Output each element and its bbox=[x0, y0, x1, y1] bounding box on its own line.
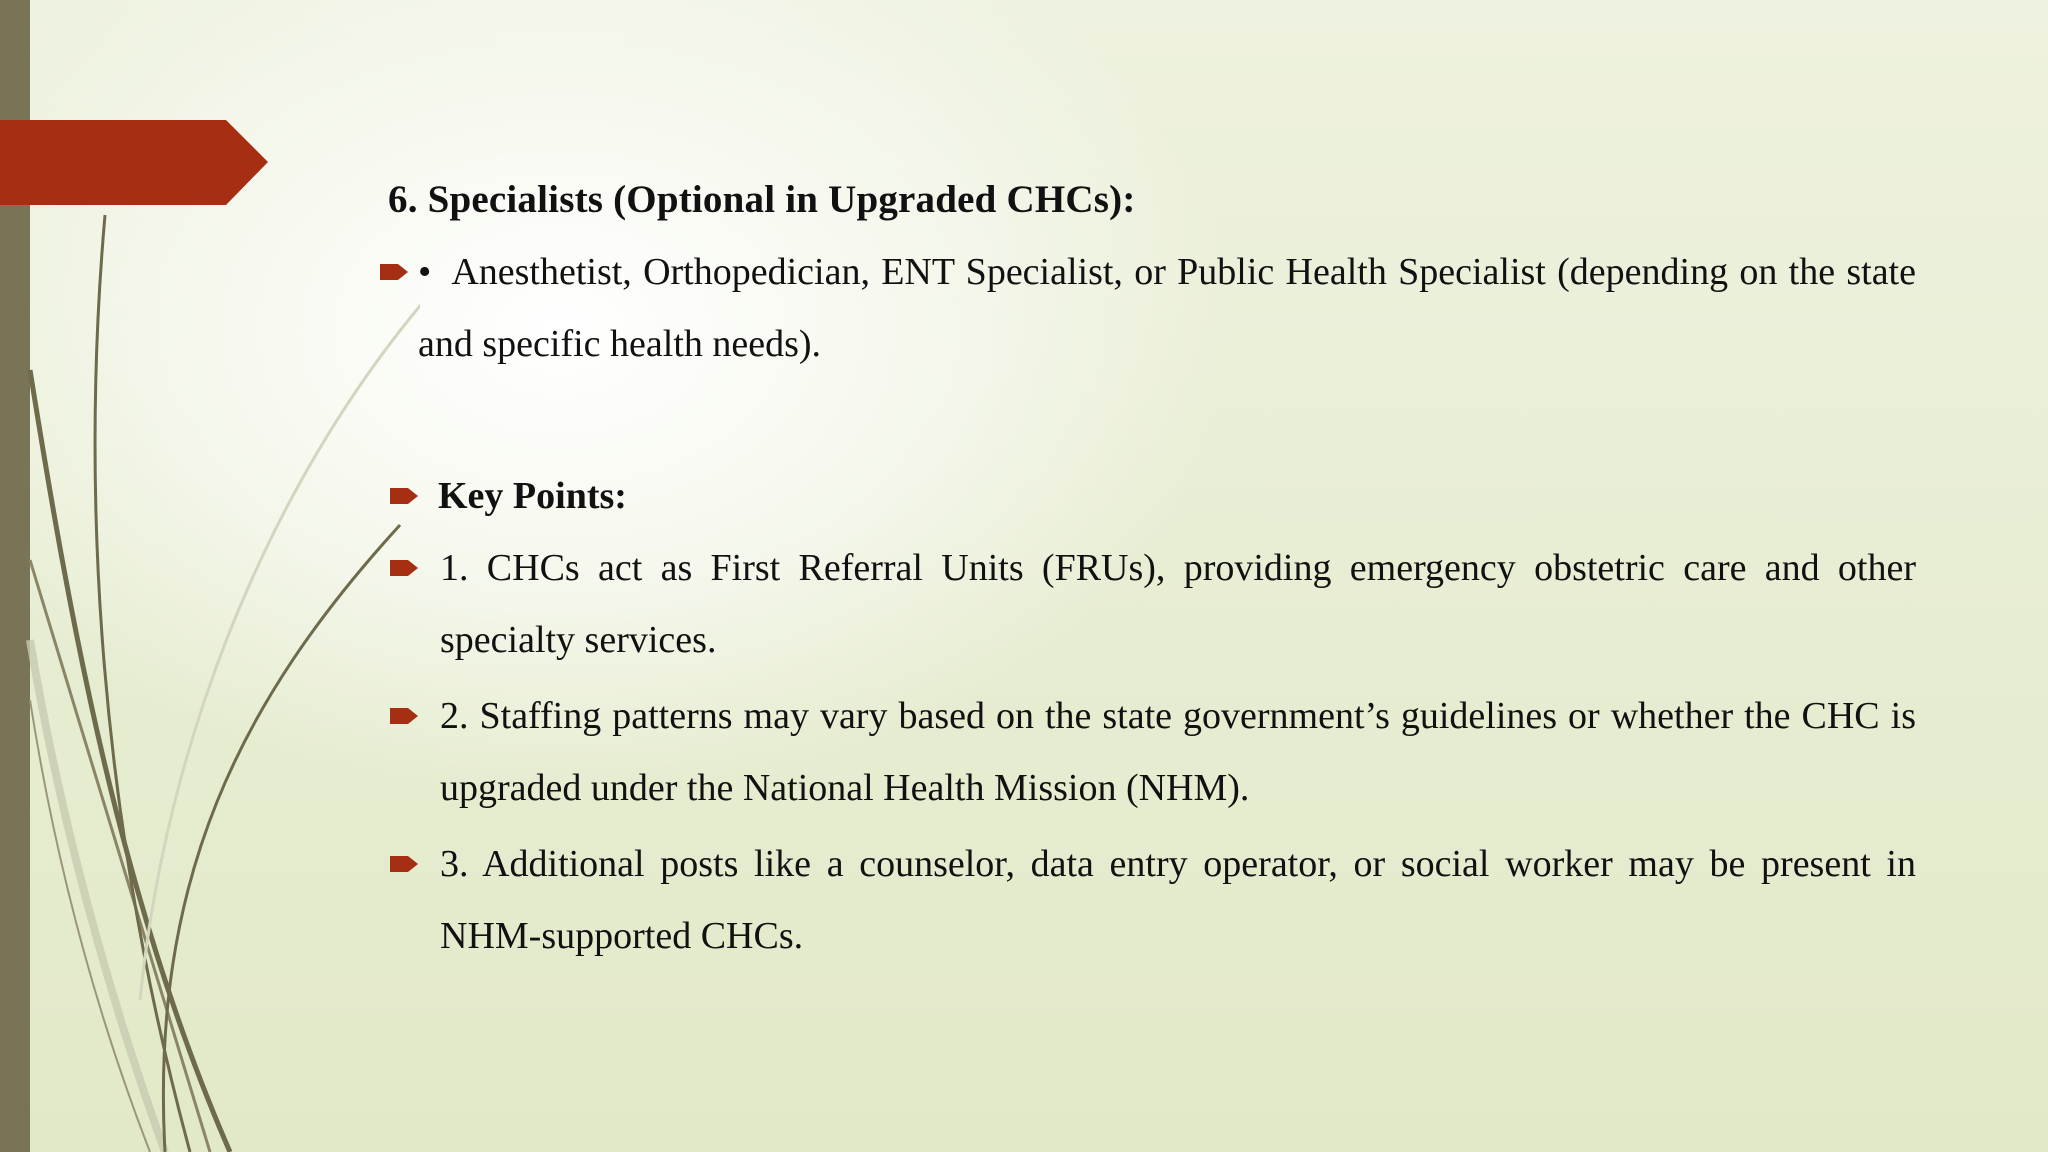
key-point-text: 2. Staffing patterns may vary based on the state government’s guidelines or whether the CHC is upgraded under the National Health Mission (NHM). bbox=[440, 695, 1916, 809]
key-point-text: 3. Additional posts like a counselor, data entry operator, or social worker may be present in NHM-supported CHCs. bbox=[440, 843, 1916, 957]
right-arrow-icon bbox=[390, 706, 420, 726]
right-arrow-icon bbox=[380, 262, 410, 282]
key-point-text: 1. CHCs act as First Referral Units (FRUs), providing emergency obstetric care and other specialty services. bbox=[440, 547, 1916, 661]
key-points-title: Key Points: bbox=[438, 475, 627, 517]
section-heading: 6. Specialists (Optional in Upgraded CHCs): bbox=[388, 178, 1136, 221]
right-arrow-icon bbox=[390, 558, 420, 578]
specialists-text: Anesthetist, Orthopedician, ENT Specialist, or Public Health Specialist (depending on the state and specific health needs). bbox=[418, 251, 1916, 365]
right-arrow-icon bbox=[390, 854, 420, 874]
slide-content bbox=[386, 168, 1916, 972]
key-points-title-row bbox=[386, 460, 1916, 532]
right-arrow-icon bbox=[390, 486, 420, 506]
key-point-item bbox=[386, 532, 1916, 676]
bullet-dot: • bbox=[418, 251, 432, 293]
title-arrow-tab bbox=[0, 120, 268, 205]
key-point-item bbox=[386, 680, 1916, 824]
specialists-bullet bbox=[386, 236, 1916, 380]
key-point-item bbox=[386, 828, 1916, 972]
